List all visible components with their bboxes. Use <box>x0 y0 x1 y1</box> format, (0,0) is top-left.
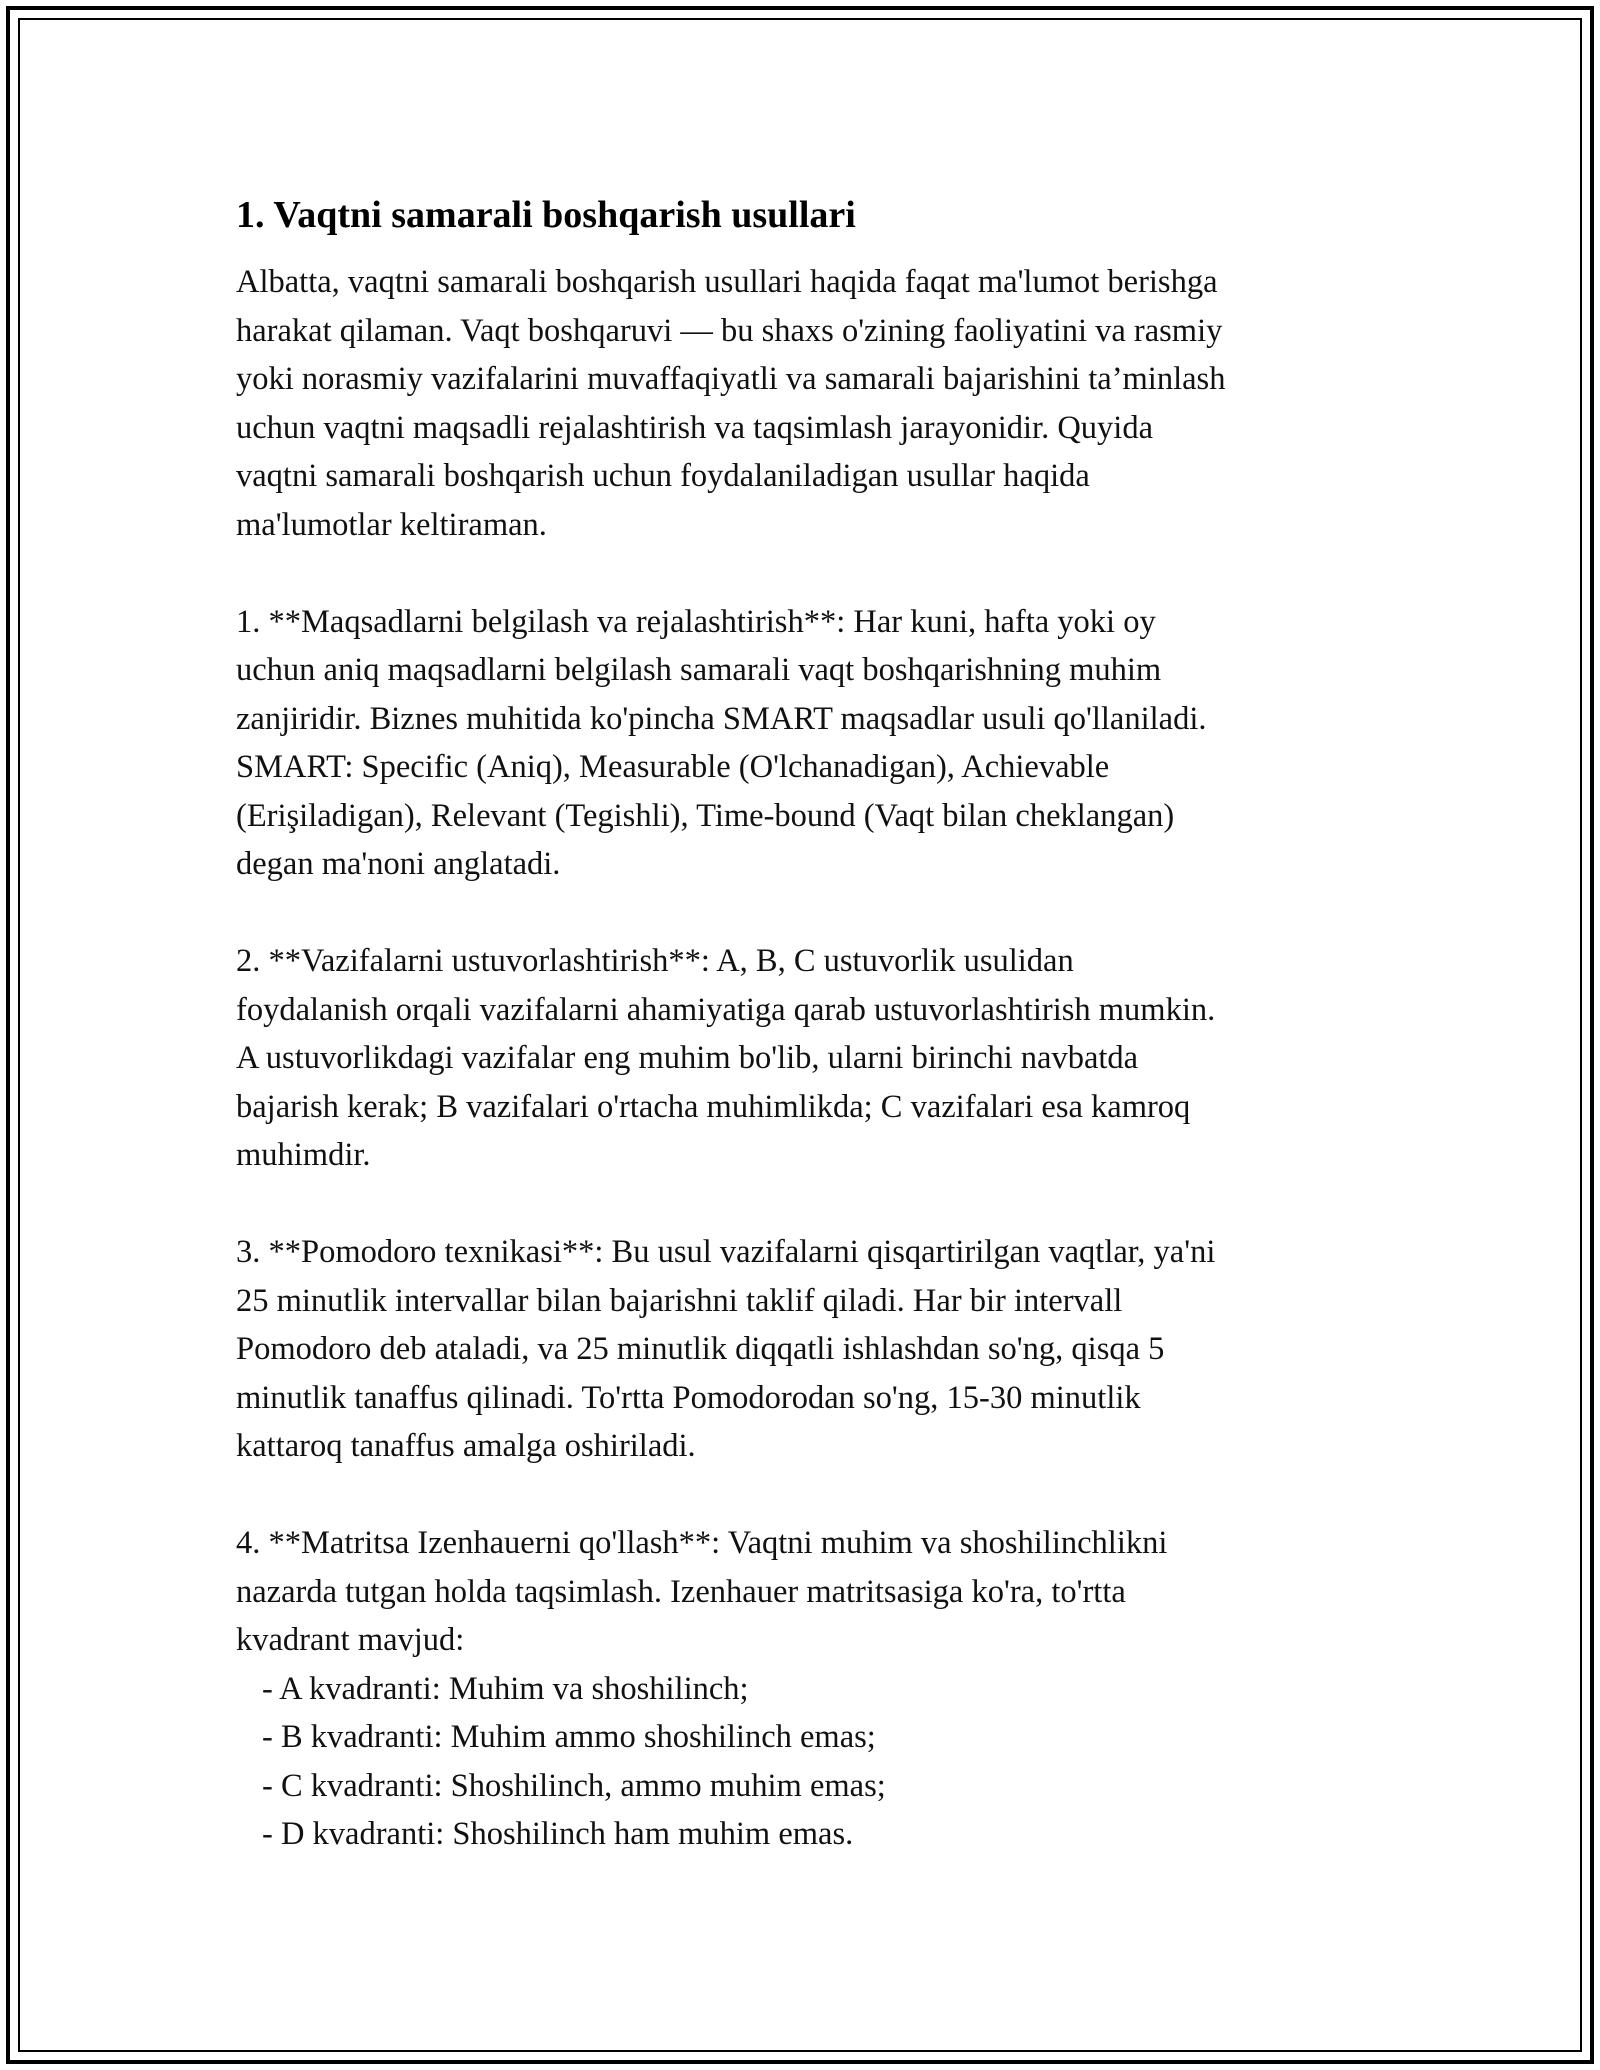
quadrant-c: - C kvadranti: Shoshilinch, ammo muhim emas; <box>262 1767 886 1804</box>
list-item-prioritization: 2. **Vazifalarni ustuvorlashtirish**: A, B, C ustuvorlik usulidan foydalanish orqali vazifalarni ahamiyatiga qarab ustuvorlashtirish mumkin. A ustuvorlikdagi vazifalar eng muhim bo'lib, ularni birinchi navbatda bajarish kerak; B vazifalari o'rtacha muhimlikda; C vazifalari esa kamroq muhimdir. <box>236 943 1216 1173</box>
quadrant-list <box>236 1665 1376 1859</box>
list-item-eisenhower: 4. **Matritsa Izenhauerni qo'llash**: Vaqtni muhim va shoshilinchlikni nazarda tutgan holda taqsimlash. Izenhauer matritsasiga ko'ra, to'rtta kvadrant mavjud: <box>236 1525 1168 1658</box>
paragraph-spacer <box>236 1471 1376 1520</box>
list-item-pomodoro: 3. **Pomodoro texnikasi**: Bu usul vazifalarni qisqartirilgan vaqtlar, ya'ni 25 minutlik intervallar bilan bajarishni taklif qiladi. Har bir intervall Pomodoro deb ataladi, va 25 minutlik diqqatli ishlashdan so'ng, qisqa 5 minutlik tanaffus qilinadi. To'rtta Pomodorodan so'ng, 15-30 minutlik kattaroq tanaffus amalga oshiriladi. <box>236 1234 1216 1464</box>
list-item-goals: 1. **Maqsadlarni belgilash va rejalashtirish**: Har kuni, hafta yoki oy uchun aniq maqsadlarni belgilash samarali vaqt boshqarishning muhim zanjiridir. Biznes muhitida ko'pincha SMART maqsadlar usuli qo'llaniladi. SMART: Specific (Aniq), Measurable (O'lchanadigan), Achievable (Erişiladigan), Relevant (Tegishli), Time-bound (Vaqt bilan cheklangan) degan ma'noni anglatadi. <box>236 603 1207 882</box>
paragraph-spacer <box>236 889 1376 938</box>
quadrant-d: - D kvadranti: Shoshilinch ham muhim emas. <box>262 1816 854 1852</box>
document-title: 1. Vaqtni samarali boshqarish usullari <box>236 194 856 236</box>
quadrant-b: - B kvadranti: Muhim ammo shoshilinch emas; <box>262 1719 876 1755</box>
document-body <box>236 190 1376 1859</box>
intro-paragraph: Albatta, vaqtni samarali boshqarish usullari haqida faqat ma'lumot berishga harakat qilaman. Vaqt boshqaruvi — bu shaxs o'zining faoliyatini va rasmiy yoki norasmiy vazifalarini muvaffaqiyatli va samarali bajarishini ta’minlash uchun vaqtni maqsadli rejalashtirish va taqsimlash jarayonidir. Quyida vaqtni samarali boshqarish uchun foydalaniladigan usullar haqida ma'lumotlar keltiraman. <box>236 264 1226 543</box>
paragraph-spacer <box>236 549 1376 598</box>
quadrant-a: - A kvadranti: Muhim va shoshilinch; <box>262 1670 749 1707</box>
paragraph-spacer <box>236 1180 1376 1229</box>
